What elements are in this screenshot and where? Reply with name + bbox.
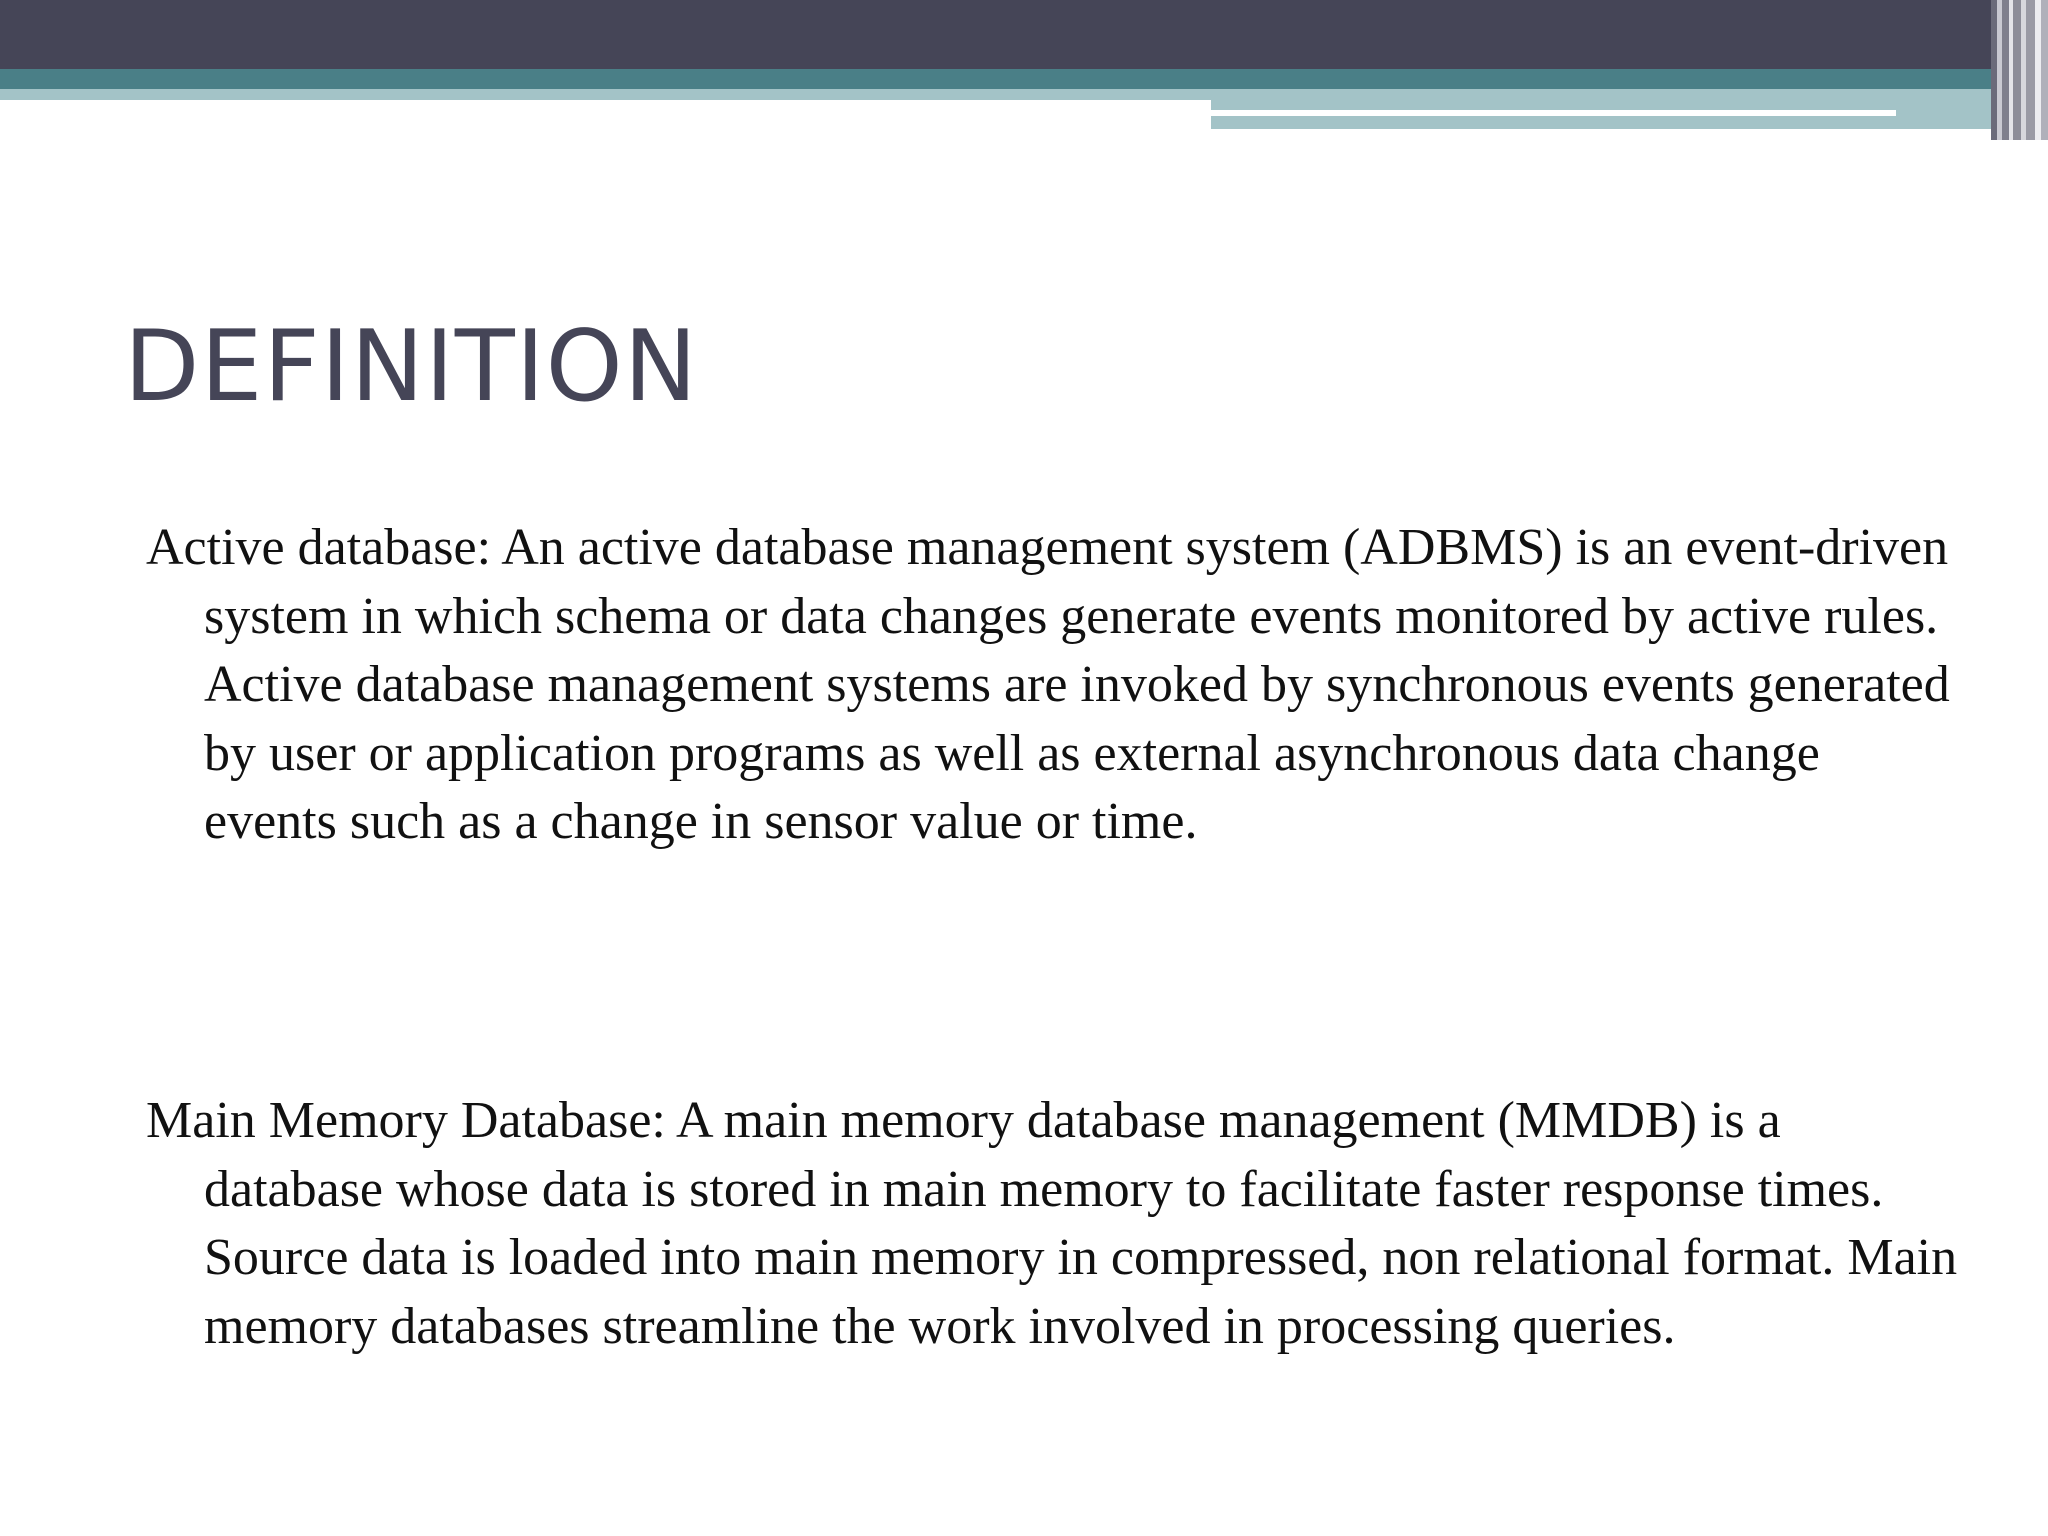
header-inset-line [1211, 110, 1896, 116]
header-bar-teal [0, 69, 2048, 89]
slide-title: DEFINITION [124, 310, 699, 424]
header-bar-dark [0, 0, 2048, 69]
header-stripes [1991, 0, 2048, 140]
header-bar-light-right [1211, 89, 1991, 129]
header-bar-light-left [0, 89, 1211, 100]
definition-active-database: Active database: An active database management system (ADBMS) is an event-driven system in which schema or data changes generate events monitored by active rules. Active database management systems are invoked by synchronous events generated by user or application programs as well as external asynchronous data change events such as a change in sensor value or time. [146, 519, 1950, 850]
definition-main-memory-database: Main Memory Database: A main memory database management (MMDB) is a database whose data is stored in main memory to facilitate faster response times. Source data is loaded into main memory in compressed, non relational format. Main memory databases streamline the work involved in processing queries. [146, 1092, 1958, 1355]
header-inset-step [1651, 129, 1991, 137]
